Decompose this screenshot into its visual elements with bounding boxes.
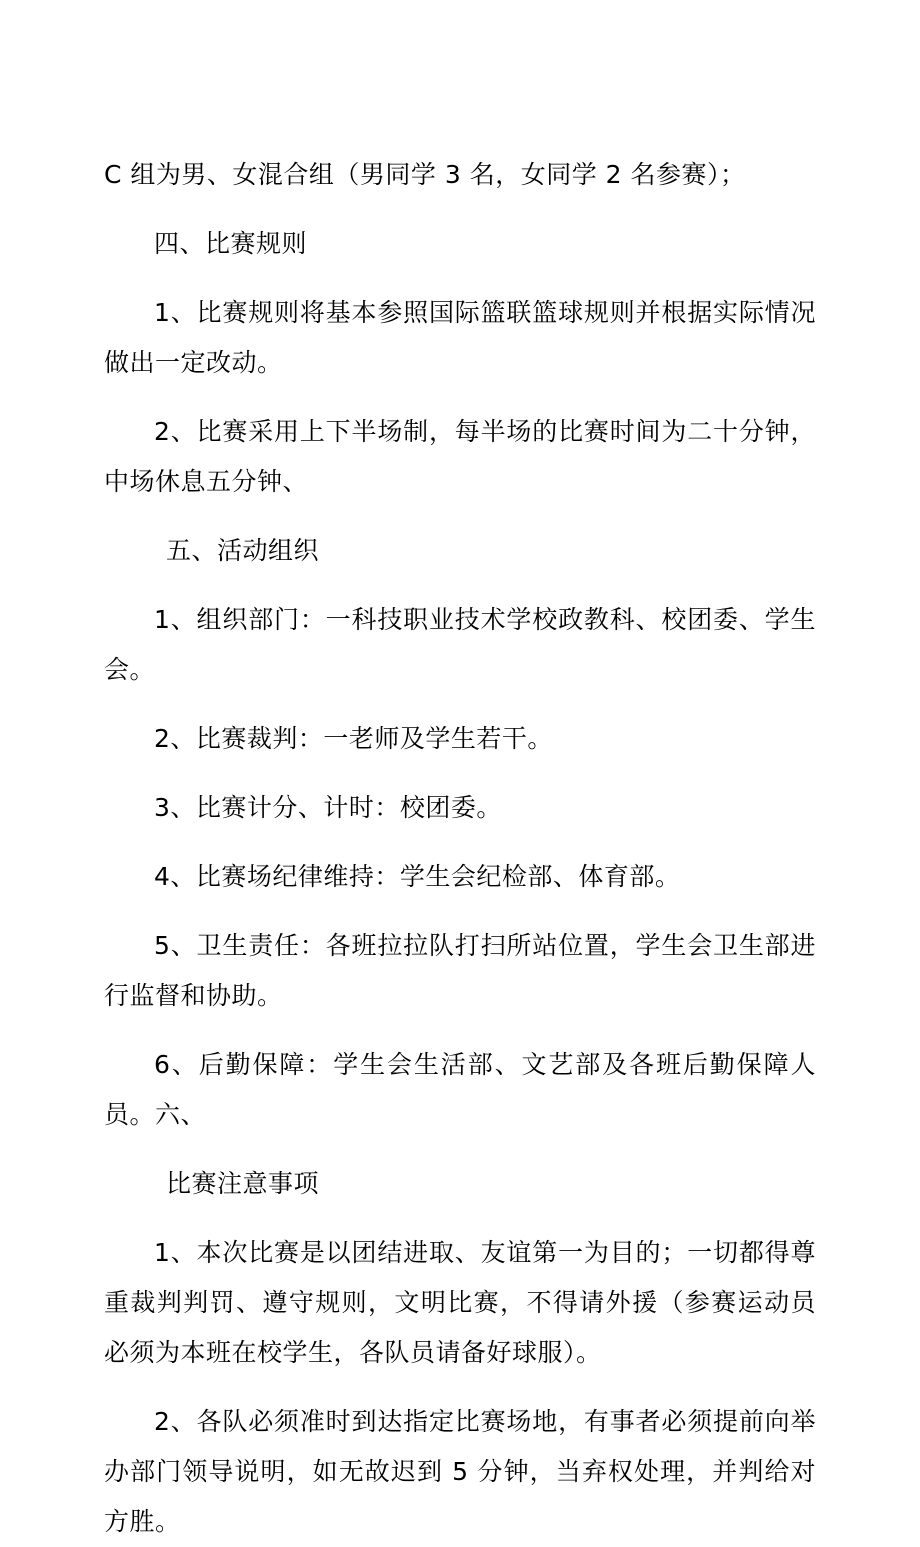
paragraph-section-five-heading: 五、活动组织 <box>166 536 320 565</box>
paragraph-rule-1: 1、比赛规则将基本参照国际篮联篮球规则并根据实际情况做出一定改动。 <box>104 298 816 377</box>
paragraph-section-four-heading: 四、比赛规则 <box>154 229 308 258</box>
paragraph-org-4: 4、比赛场纪律维持：学生会纪检部、体育部。 <box>154 862 681 891</box>
paragraph-group-c-composition: C 组为男、女混合组（男同学 3 名，女同学 2 名参赛）； <box>104 160 746 189</box>
paragraph-note-1: 1、本次比赛是以团结进取、友谊第一为目的；一切都得尊重裁判判罚、遵守规则，文明比赛，不得请外援（参赛运动员必须为本班在校学生，各队员请备好球服）。 <box>104 1238 816 1367</box>
paragraph-org-6: 6、后勤保障：学生会生活部、文艺部及各班后勤保障人员。六、 <box>104 1050 816 1129</box>
document-body <box>104 150 816 1547</box>
paragraph-org-2: 2、比赛裁判：一老师及学生若干。 <box>154 724 553 753</box>
paragraph-section-six-heading: 比赛注意事项 <box>166 1169 320 1198</box>
paragraph-org-3: 3、比赛计分、计时：校团委。 <box>154 793 502 822</box>
paragraph-note-2: 2、各队必须准时到达指定比赛场地，有事者必须提前向举办部门领导说明，如无故迟到 5 分钟，当弃权处理，并判给对方胜。 <box>104 1407 816 1536</box>
paragraph-org-5: 5、卫生责任：各班拉拉队打扫所站位置，学生会卫生部进行监督和协助。 <box>104 931 816 1010</box>
paragraph-rule-2: 2、比赛采用上下半场制，每半场的比赛时间为二十分钟，中场休息五分钟、 <box>104 417 816 496</box>
paragraph-org-1: 1、组织部门：一科技职业技术学校政教科、校团委、学生会。 <box>104 605 816 684</box>
